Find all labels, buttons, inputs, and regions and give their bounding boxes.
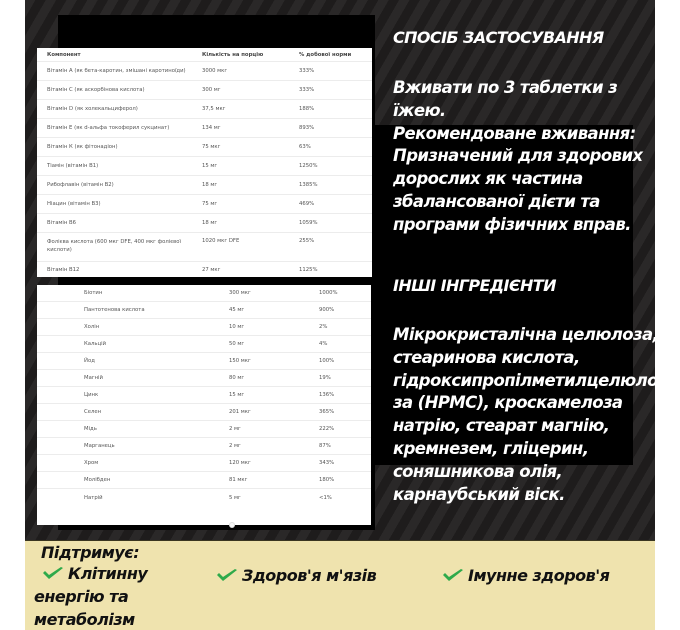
table-row (37, 336, 371, 353)
scroll-indicator (229, 522, 235, 528)
cell-amount: 150 мкг (229, 358, 251, 364)
cell-component: Молібден (84, 477, 111, 483)
table-row (37, 353, 371, 370)
support-item-muscle-health (216, 565, 376, 587)
cell-component: Кальцій (84, 341, 107, 347)
cell-daily-value: 1125% (299, 266, 318, 273)
cell-daily-value: 63% (299, 144, 311, 150)
usage-line: Призначений для здорових (393, 146, 643, 166)
cell-daily-value: 100% (319, 358, 335, 364)
ingredients-line: натрію, стеарат магнію, (393, 416, 610, 436)
table-row (37, 438, 371, 455)
cell-amount: 37,5 мкг (202, 106, 226, 112)
support-label: Здоров'я м'язів (242, 566, 377, 585)
table-row (37, 387, 371, 404)
cell-daily-value: 87% (319, 443, 331, 449)
support-item-immune-health (442, 565, 609, 587)
table-row (37, 319, 371, 336)
cell-daily-value: 255% (299, 238, 315, 244)
table-row (37, 233, 372, 262)
cell-component: Вітамін В6 (47, 220, 77, 226)
ingredients-line: гідроксипропілметилцелюло (393, 370, 658, 390)
support-label: Імунне здоров'я (468, 566, 610, 585)
table-row (37, 100, 372, 119)
cell-daily-value: 1385% (299, 182, 318, 188)
table-row (37, 404, 371, 421)
cell-daily-value: 136% (319, 392, 335, 398)
cell-amount: 134 мг (202, 125, 221, 131)
cell-component: Холін (84, 324, 100, 330)
cell-component: Йод (84, 358, 95, 364)
check-icon (42, 566, 64, 580)
table-row (37, 489, 371, 506)
table-row (37, 472, 371, 489)
usage-line: дорослих як частина (393, 169, 583, 189)
cell-daily-value: 19% (319, 375, 331, 381)
check-icon (442, 568, 464, 582)
cell-amount: 300 мг (202, 87, 221, 93)
table-row (37, 455, 371, 472)
cell-amount: 18 мг (202, 182, 218, 188)
supports-banner (25, 540, 655, 630)
ingredients-line: за (НРМС), кроскамелоза (393, 393, 623, 413)
usage-line: програми фізичних вправ. (393, 214, 631, 234)
table-row (37, 62, 372, 81)
cell-daily-value: 188% (299, 106, 315, 112)
cell-amount: 18 мг (202, 220, 218, 226)
cell-amount: 75 мг (202, 201, 218, 207)
cell-amount: 120 мкг (229, 460, 251, 466)
cell-component: Вітамін Е (як d-альфа токоферил сукцинат) (47, 125, 170, 131)
cell-component: Марганець (84, 443, 115, 449)
cell-daily-value: <1% (319, 494, 332, 501)
usage-line: Вживати по 3 таблетки з (393, 78, 618, 97)
cell-daily-value: 900% (319, 307, 335, 313)
other-ingredients-text (393, 324, 658, 506)
header-amount: Кількість на порцію (202, 51, 264, 58)
cell-daily-value: 893% (299, 125, 315, 131)
cell-daily-value: 222% (319, 426, 335, 432)
table-row (37, 302, 371, 319)
cell-component: Вітамін В12 (47, 266, 80, 273)
cell-component: Фолієва кислота (600 мкг DFE, 400 мкг фолієвої кислоти) (47, 239, 181, 253)
table-row (37, 214, 372, 233)
table-row (37, 262, 372, 277)
cell-daily-value: 343% (319, 460, 335, 466)
supports-title: Підтримує: (41, 543, 140, 562)
cell-amount: 3000 мкг (202, 68, 228, 74)
support-item-cellular-energy (42, 563, 147, 585)
cell-amount: 15 мг (229, 392, 245, 398)
cell-amount: 2 мг (229, 426, 241, 432)
cell-amount: 80 мг (229, 375, 245, 381)
cell-amount: 10 мг (229, 324, 245, 330)
minerals-table (37, 285, 371, 525)
cell-component: Натрій (84, 494, 103, 501)
cell-amount: 27 мкг (202, 266, 221, 273)
cell-daily-value: 1000% (319, 290, 338, 296)
header-daily-value: % добової норми (299, 51, 352, 58)
cell-amount: 2 мг (229, 443, 241, 449)
cell-daily-value: 1250% (299, 163, 318, 169)
cell-component: Мідь (84, 426, 97, 432)
cell-daily-value: 1059% (299, 220, 318, 226)
table-header (37, 48, 372, 62)
header-component: Компонент (47, 51, 81, 58)
cell-daily-value: 333% (299, 68, 315, 74)
cell-component: Тіамін (вітамін В1) (47, 163, 99, 169)
cell-daily-value: 180% (319, 477, 335, 483)
table-row (37, 157, 372, 176)
ingredients-line: стеаринова кислота, (393, 347, 580, 367)
cell-amount: 75 мкг (202, 144, 221, 150)
other-ingredients-heading: ІНШІ ІНГРЕДІЄНТИ (393, 276, 556, 295)
table-row (37, 176, 372, 195)
table-row (37, 81, 372, 100)
table-row (37, 119, 372, 138)
cell-component: Рибофлавін (вітамін В2) (47, 182, 114, 188)
ingredients-line: Мікрокристалічна целюлоза, (393, 325, 659, 344)
cell-component: Магній (84, 375, 103, 381)
table-row (37, 421, 371, 438)
cell-component: Вітамін К (як фітонадіон) (47, 144, 118, 150)
support-label-line: енергію та (34, 587, 129, 606)
ingredients-line: соняшникова олія, (393, 461, 563, 481)
cell-component: Вітамін D (як холекальциферол) (47, 106, 138, 112)
cell-amount: 300 мкг (229, 290, 251, 296)
usage-line: збалансованої дієти та (393, 191, 600, 211)
cell-daily-value: 4% (319, 341, 328, 347)
cell-daily-value: 469% (299, 201, 315, 207)
cell-component: Вітамін А (як бета-каротин, змішані каротиноїди) (47, 68, 186, 74)
ingredients-line: кремнезем, гліцерин, (393, 438, 589, 458)
cell-amount: 1020 мкг DFE (202, 238, 240, 244)
cell-component: Хром (84, 460, 99, 466)
usage-heading: СПОСІБ ЗАСТОСУВАННЯ (393, 28, 604, 47)
vitamins-table (37, 48, 372, 277)
cell-amount: 15 мг (202, 163, 218, 169)
cell-component: Ніацин (вітамін В3) (47, 201, 101, 207)
table-row (37, 138, 372, 157)
cell-amount: 45 мг (229, 307, 245, 313)
usage-line: Рекомендоване вживання: (393, 123, 636, 143)
check-icon (216, 568, 238, 582)
support-label: Клітинну (68, 564, 148, 583)
cell-daily-value: 2% (319, 324, 328, 330)
cell-component: Селен (84, 409, 102, 415)
ingredients-line: карнаубський віск. (393, 484, 565, 504)
cell-amount: 5 мг (229, 494, 241, 501)
usage-line: їжею. (393, 100, 446, 120)
table-row (37, 195, 372, 214)
cell-amount: 201 мкг (229, 409, 251, 415)
table-row (37, 285, 371, 302)
cell-component: Пантотенова кислота (84, 307, 145, 313)
cell-component: Біотин (84, 290, 103, 296)
cell-amount: 50 мг (229, 341, 245, 347)
cell-daily-value: 333% (299, 87, 315, 93)
usage-text (393, 77, 642, 237)
support-label-line: метаболізм (34, 610, 135, 629)
table-row (37, 370, 371, 387)
cell-component: Вітамін С (як аскорбінова кислота) (47, 87, 145, 93)
cell-daily-value: 365% (319, 409, 335, 415)
cell-amount: 81 мкг (229, 477, 248, 483)
cell-component: Цинк (84, 392, 99, 398)
